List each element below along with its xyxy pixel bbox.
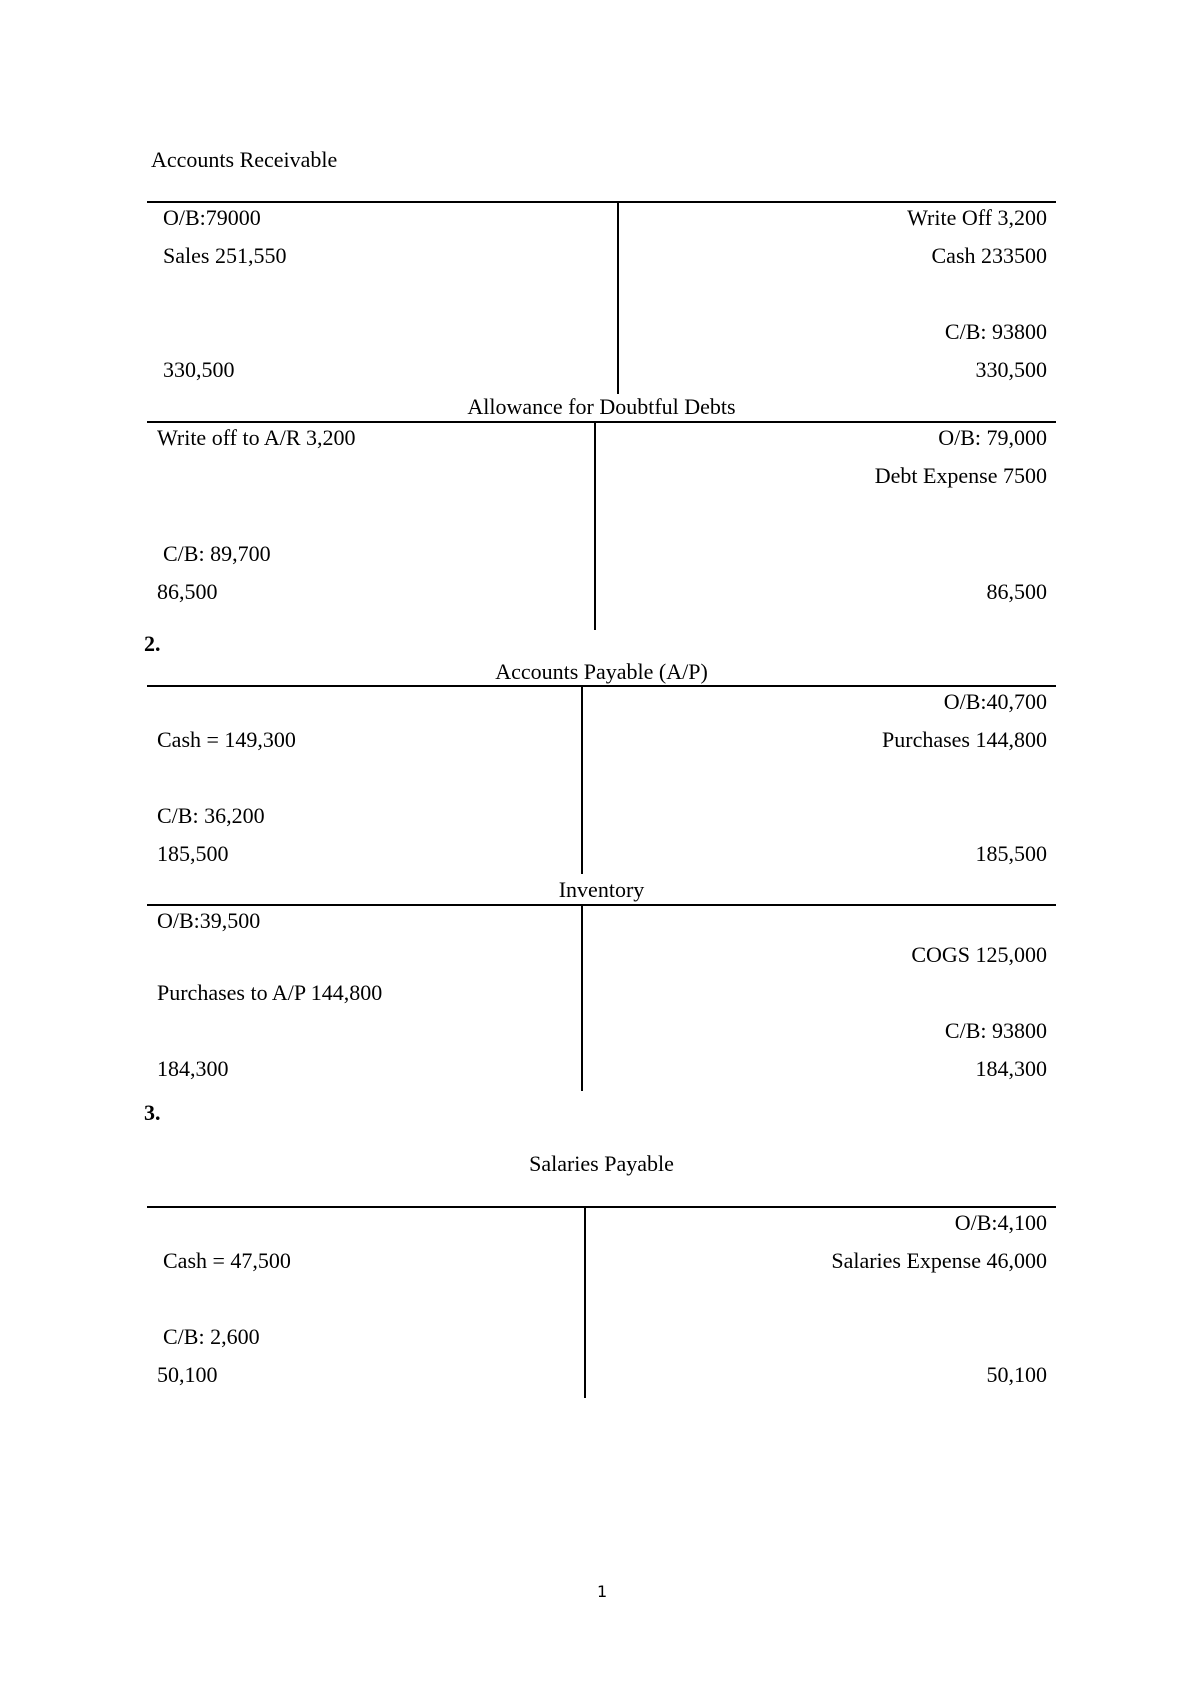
inventory-credit-closing-balance: C/B: 93800 [944,1018,1047,1043]
sp-debit-cash: Cash = 47,500 [163,1248,291,1273]
sp-credit-total: 50,100 [986,1362,1047,1387]
salaries-payable-divider [584,1206,586,1398]
sp-debit-closing-balance: C/B: 2,600 [163,1324,260,1349]
salaries-payable-title: Salaries Payable [529,1151,674,1176]
inventory-divider [581,904,583,1091]
ap-debit-cash: Cash = 149,300 [157,727,296,752]
accounts-receivable-divider [617,201,619,394]
sp-debit-total: 50,100 [157,1362,218,1387]
ap-credit-purchases: Purchases 144,800 [882,727,1047,752]
accounts-payable-divider [581,685,583,874]
section-3-number: 3. [144,1100,161,1125]
salaries-payable-top-rule [147,1206,1056,1208]
allowance-divider [594,421,596,630]
inventory-top-rule [147,904,1056,906]
ap-debit-closing-balance: C/B: 36,200 [157,803,265,828]
sp-credit-salaries-expense: Salaries Expense 46,000 [831,1248,1047,1273]
allowance-credit-debt-expense: Debt Expense 7500 [874,463,1047,488]
ap-debit-total: 185,500 [157,841,229,866]
accounts-receivable-top-rule [147,201,1056,203]
accounts-receivable-title: Accounts Receivable [151,147,338,172]
inventory-debit-opening-balance: O/B:39,500 [157,908,261,933]
section-2-number: 2. [144,631,161,656]
allowance-debit-total: 86,500 [157,579,218,604]
ar-debit-total: 330,500 [163,357,235,382]
accounts-payable-top-rule [147,685,1056,687]
ar-credit-total: 330,500 [975,357,1047,382]
ar-debit-sales: Sales 251,550 [163,243,287,268]
ar-debit-opening-balance: O/B:79000 [163,205,261,230]
allowance-credit-opening-balance: O/B: 79,000 [938,425,1047,450]
accounts-payable-title: Accounts Payable (A/P) [495,659,708,684]
ar-credit-closing-balance: C/B: 93800 [944,319,1047,344]
ar-credit-cash: Cash 233500 [931,243,1047,268]
page-number: 1 [597,1582,608,1601]
inventory-credit-cogs: COGS 125,000 [911,942,1047,967]
allowance-credit-total: 86,500 [986,579,1047,604]
sp-credit-opening-balance: O/B:4,100 [954,1210,1047,1235]
allowance-debit-write-off: Write off to A/R 3,200 [157,425,356,450]
ar-credit-write-off: Write Off 3,200 [907,205,1047,230]
inventory-credit-total: 184,300 [975,1056,1047,1081]
allowance-top-rule [147,421,1056,423]
inventory-debit-total: 184,300 [157,1056,229,1081]
allowance-title: Allowance for Doubtful Debts [467,394,736,419]
inventory-title: Inventory [558,877,645,902]
ap-credit-total: 185,500 [975,841,1047,866]
inventory-debit-purchases: Purchases to A/P 144,800 [157,980,383,1005]
allowance-debit-closing-balance: C/B: 89,700 [163,541,271,566]
ap-credit-opening-balance: O/B:40,700 [943,689,1047,714]
